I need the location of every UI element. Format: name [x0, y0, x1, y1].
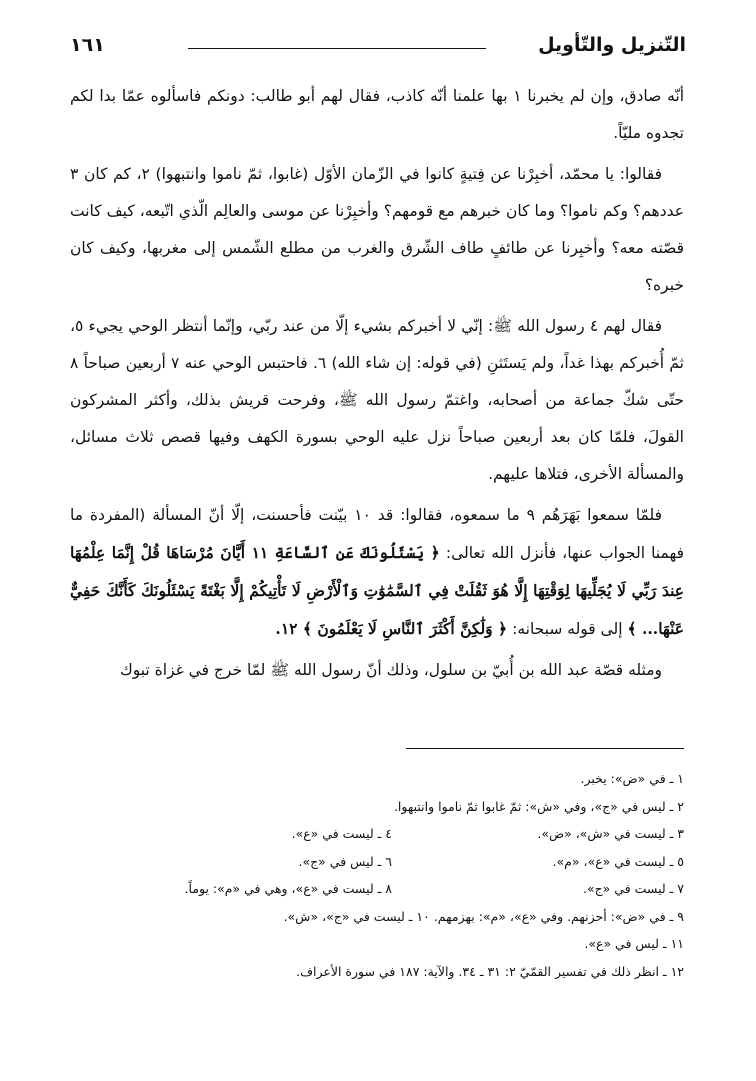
- quran-verse-1: ﴿ يَسْئَلُونَكَ عَنِ ٱلسَّاعَةِ ١١ أَيَّانَ مُرْسَاهَا قُلْ إِنَّمَا عِلْمُهَا عِندَ رَبِّي لَا يُجَلِّيهَا لِوَقْتِهَا إِلَّا هُوَ ثَقُلَتْ فِي ٱلسَّمَٰوَٰتِ وَٱلْأَرْضِ لَا تَأْتِيكُمْ إِلَّا بَغْتَةً يَسْئَلُونَكَ كَأَنَّكَ حَفِيٌّ عَنْهَا... ﴾: [70, 543, 684, 638]
- footnote-4: ٤ ـ ليست في «ع».: [291, 826, 392, 841]
- paragraph-1: أنّه صادق، وإن لم يخبرنا ١ بها علمنا أنّه كاذب، فقال لهم أبو طالب: دونكم فاسألوه عمّا بدا لكم تجدوه مليّاً.: [70, 87, 684, 142]
- footnotes: [70, 765, 684, 985]
- footnote-7: ٧ ـ ليست في «ج».: [582, 881, 684, 896]
- running-title: التّنزيل والتّأويل: [538, 34, 686, 56]
- footnote-row-3-4: [70, 820, 684, 848]
- footnote-8: ٨ ـ ليست في «ع»، وهي في «م»: يوماً.: [184, 881, 392, 896]
- paragraph-4: [70, 497, 684, 648]
- page-header: [70, 34, 686, 60]
- paragraph-4-lead: فلمّا سمعوا بَهَرَهُم ٩ ما سمعوه، فقالوا: قد ١٠ بيّنت فأحسنت، إلّا أنّ المسألة (المفردة ما فهمنا الجواب عنها، فأنزل الله تعالى:: [70, 506, 684, 562]
- footnote-9-10: ٩ ـ في «ض»: أحزنهم. وفي «ع»، «م»: بهزمهم. ١٠ ـ ليست في «ج»، «ش».: [283, 908, 684, 924]
- footnote-5: ٥ ـ ليست في «ع»، «م».: [552, 853, 684, 869]
- footnote-11: ١١ ـ ليس في «ع».: [584, 936, 684, 951]
- footnote-row-7-8: [70, 875, 684, 903]
- paragraph-4-mid: إلى قوله سبحانه:: [512, 620, 623, 638]
- footnote-3: ٣ ـ ليست في «ش»، «ض».: [537, 826, 684, 841]
- paragraph-2: فقالوا: يا محمّد، أخبِرْنا عن فِتيةٍ كانوا في الزّمان الأوّل (غابوا، ثمّ ناموا وانتبهوا) ٢، كم كان ٣ عددهم؟ وكم ناموا؟ وما كان خبرهم مع قومهم؟ وأخبِرْنا عن موسى والعالِم الّذي اتّبعه، كيف كانت قصّته معه؟ وأخبِرنا عن طائفٍ طاف الشّرق والغرب من مطلع الشّمس إلى مغربها، وكيف كان خبره؟: [70, 165, 684, 294]
- footnote-1: ١ ـ في «ض»: يخبر.: [580, 771, 684, 786]
- footnote-6: ٦ ـ ليس في «ج».: [298, 853, 392, 869]
- paragraph-3: فقال لهم ٤ رسول الله ﷺ: إنّي لا أخبركم بشيء إلّا من عند ربّي، وإنّما أنتظر الوحي يجيء ٥، ثمّ أُخبركم بهذا غداً، ولم يَستَثنِ (في قوله: إن شاء الله) ٦. فاحتبس الوحي عنه ٧ أربعين صباحاً ٨ حتّى شكّ جماعة من أصحابه، واغتمّ رسول الله ﷺ، وفرحت قريش بذلك، وأكثر المشركون القولَ، فلمّا كان بعد أربعين صباحاً نزل عليه الوحي بسورة الكهف وفيها قصص ثلاث مسائل، والمسألة الأخرى، فتلاها عليهم.: [70, 317, 684, 483]
- footnote-12: ١٢ ـ انظر ذلك في تفسير القمّيّ ٢: ٣١ ـ ٣٤. والآية: ١٨٧ في سورة الأعراف.: [296, 963, 684, 979]
- header-rule: [188, 48, 486, 49]
- footnote-rule: [406, 748, 684, 749]
- paragraph-5: ومثله قصّة عبد الله بن أُبيّ بن سلول، وذلك أنّ رسول الله ﷺ لمّا خرج في غزاة تبوك: [119, 661, 662, 679]
- footnote-2: ٢ ـ ليس في «ج»، وفي «ش»: ثمّ غابوا ثمّ ناموا وانتبهوا.: [393, 798, 684, 814]
- footnote-row-5-6: [70, 848, 684, 876]
- main-text: [70, 78, 684, 693]
- page-number: ١٦١: [70, 34, 105, 56]
- quran-verse-2: ﴿ وَلَٰكِنَّ أَكْثَرَ ٱلنَّاسِ لَا يَعْلَمُونَ ﴾ ١٢.: [275, 619, 508, 638]
